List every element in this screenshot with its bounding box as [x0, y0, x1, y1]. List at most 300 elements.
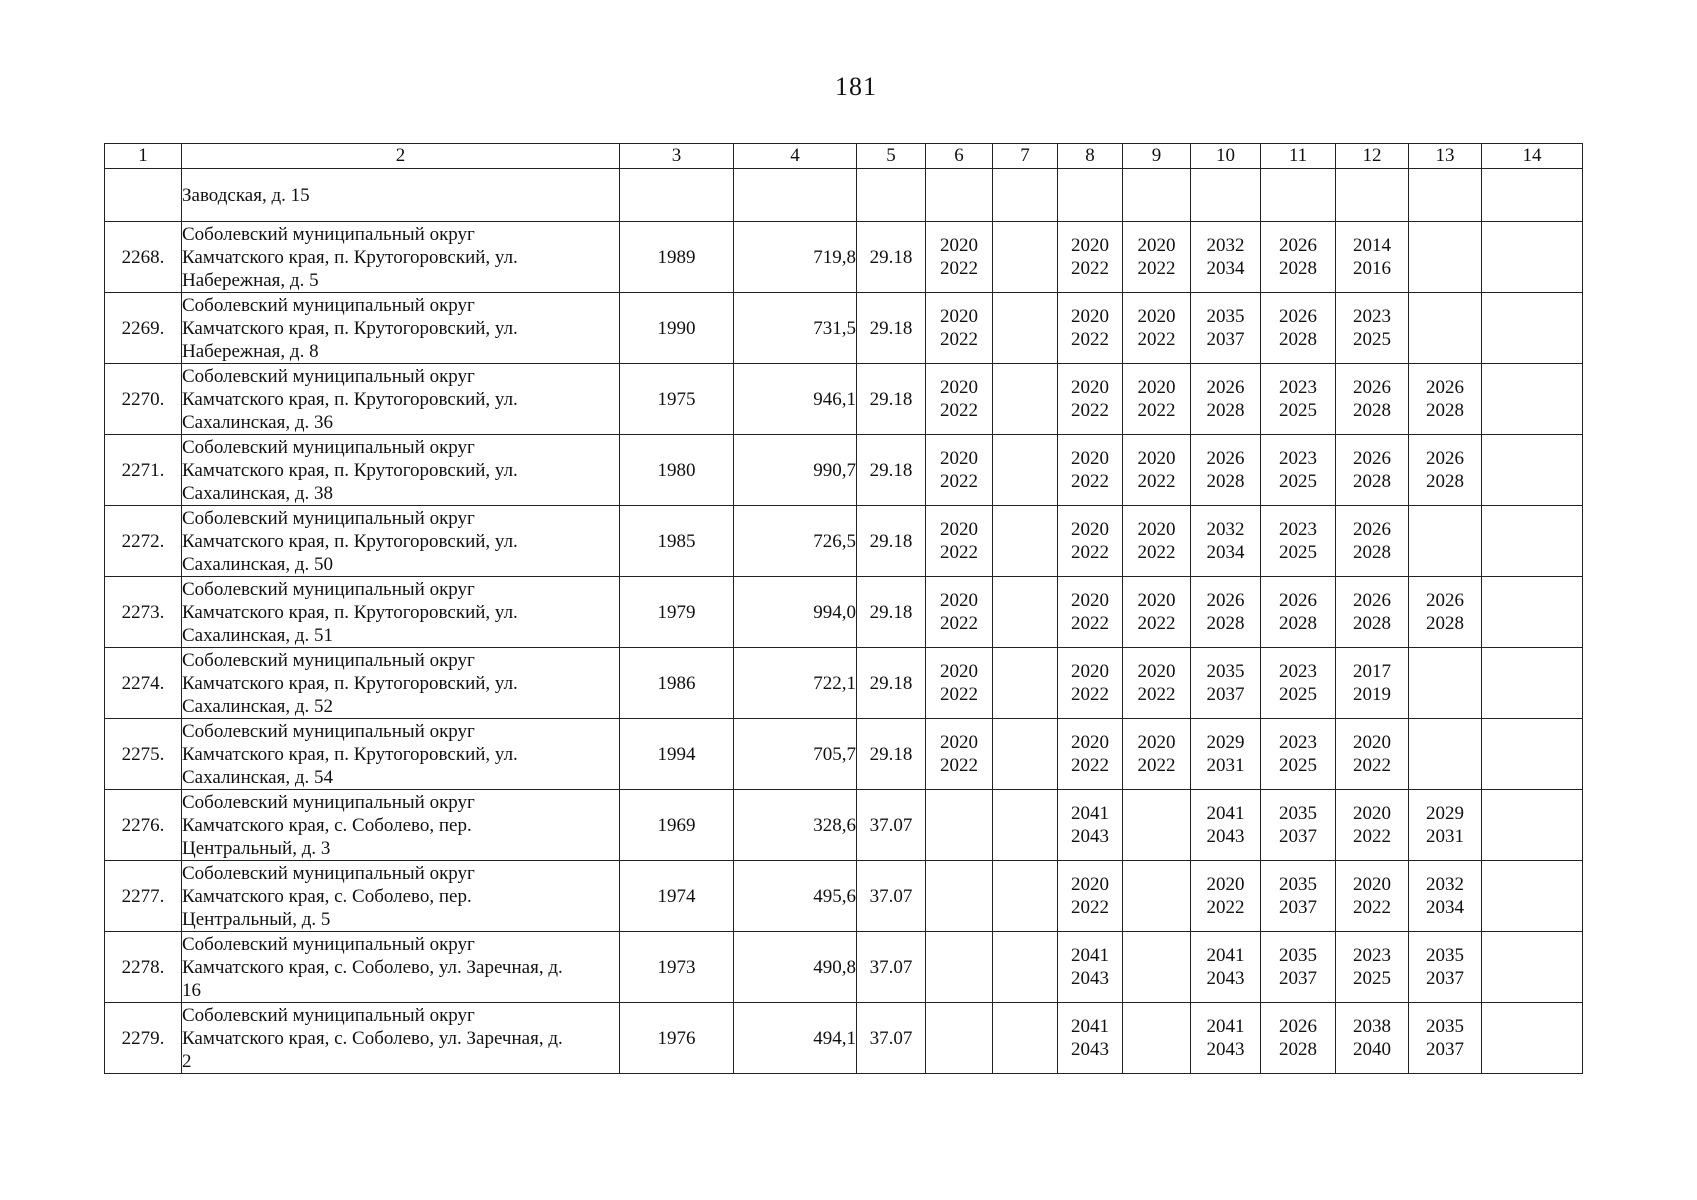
address-line: Соболевский муниципальный округ [182, 720, 475, 742]
period-cell-7 [993, 648, 1058, 719]
period-year: 2041 [1071, 945, 1109, 966]
period-year: 2028 [1279, 329, 1317, 350]
period-year: 2028 [1206, 613, 1245, 634]
address-line: Соболевский муниципальный округ [182, 507, 475, 529]
year-built-cell: 1990 [620, 293, 734, 364]
table-row [105, 932, 1583, 1003]
period-cell-10 [1191, 719, 1261, 790]
period-year: 2014 [1353, 235, 1391, 256]
period-cell-9 [1123, 1003, 1191, 1074]
column-header-9: 9 [1123, 144, 1191, 169]
period-cell-14 [1482, 1003, 1583, 1074]
address-cell [182, 790, 620, 861]
period-cell-8 [1058, 293, 1123, 364]
period-year: 2026 [1206, 448, 1245, 469]
period-cell-9 [1123, 364, 1191, 435]
period-cell-14 [1482, 435, 1583, 506]
period-year: 2022 [1071, 400, 1109, 421]
period-cell-12 [1336, 364, 1409, 435]
area-cell: 490,8 [734, 932, 857, 1003]
period-year: 2025 [1279, 471, 1317, 492]
period-year: 2031 [1206, 755, 1245, 776]
address-line: Соболевский муниципальный округ [182, 862, 475, 884]
period-year: 2025 [1279, 542, 1317, 563]
address-line: Сахалинская, д. 50 [182, 553, 333, 575]
period-year: 2022 [1071, 329, 1109, 350]
row-number-cell: 2278. [105, 932, 182, 1003]
row-number-cell: 2272. [105, 506, 182, 577]
period-year: 2037 [1426, 968, 1464, 989]
period-cell-13 [1409, 861, 1482, 932]
row-number-cell: 2275. [105, 719, 182, 790]
period-year: 2035 [1206, 306, 1245, 327]
period-year: 2032 [1206, 519, 1245, 540]
table-cell [1191, 169, 1261, 222]
period-cell-11 [1261, 293, 1336, 364]
area-cell: 722,1 [734, 648, 857, 719]
period-year: 2020 [1071, 377, 1109, 398]
period-year: 2028 [1426, 613, 1464, 634]
period-cell-10 [1191, 293, 1261, 364]
period-year: 2016 [1353, 258, 1391, 279]
row-number-cell: 2277. [105, 861, 182, 932]
period-year: 2043 [1206, 1039, 1245, 1060]
period-year: 2028 [1426, 471, 1464, 492]
code-cell: 37.07 [857, 1003, 926, 1074]
table-cell [1261, 169, 1336, 222]
period-year: 2020 [1071, 661, 1109, 682]
address-cell [182, 506, 620, 577]
address-line: Камчатского края, с. Соболево, ул. Заречная, д. [182, 1027, 563, 1049]
period-year: 2022 [940, 400, 978, 421]
period-year: 2020 [1353, 803, 1391, 824]
address-line: Камчатского края, п. Крутогоровский, ул. [182, 317, 518, 339]
period-year: 2043 [1206, 826, 1245, 847]
period-cell-12 [1336, 293, 1409, 364]
period-year: 2037 [1426, 1039, 1464, 1060]
period-cell-7 [993, 435, 1058, 506]
period-cell-9 [1123, 790, 1191, 861]
period-year: 2020 [1206, 874, 1245, 895]
period-year: 2020 [1353, 874, 1391, 895]
period-year: 2034 [1426, 897, 1464, 918]
row-number-cell: 2270. [105, 364, 182, 435]
table-cell [857, 169, 926, 222]
period-year: 2028 [1279, 613, 1317, 634]
code-cell: 29.18 [857, 577, 926, 648]
period-cell-6 [926, 435, 993, 506]
table-row [105, 364, 1583, 435]
period-cell-8 [1058, 435, 1123, 506]
period-year: 2020 [940, 661, 978, 682]
period-year: 2020 [1137, 590, 1176, 611]
row-number-cell: 2271. [105, 435, 182, 506]
period-year: 2022 [1071, 471, 1109, 492]
period-year: 2022 [940, 471, 978, 492]
table-row [105, 435, 1583, 506]
period-cell-7 [993, 364, 1058, 435]
period-year: 2037 [1206, 329, 1245, 350]
period-year: 2026 [1426, 377, 1464, 398]
year-built-cell: 1976 [620, 1003, 734, 1074]
period-year: 2022 [940, 613, 978, 634]
period-cell-12 [1336, 222, 1409, 293]
period-year: 2020 [940, 235, 978, 256]
period-cell-11 [1261, 435, 1336, 506]
period-year: 2028 [1353, 471, 1391, 492]
period-cell-13 [1409, 293, 1482, 364]
address-line: 2 [182, 1050, 192, 1072]
period-year: 2026 [1279, 235, 1317, 256]
address-line: Камчатского края, п. Крутогоровский, ул. [182, 601, 518, 623]
period-year: 2020 [1071, 235, 1109, 256]
address-cell [182, 293, 620, 364]
period-cell-13 [1409, 222, 1482, 293]
period-year: 2022 [1071, 897, 1109, 918]
year-built-cell: 1985 [620, 506, 734, 577]
period-year: 2022 [1137, 471, 1176, 492]
year-built-cell: 1969 [620, 790, 734, 861]
period-cell-12 [1336, 861, 1409, 932]
period-year: 2028 [1279, 1039, 1317, 1060]
period-year: 2028 [1353, 613, 1391, 634]
period-cell-10 [1191, 364, 1261, 435]
period-year: 2023 [1279, 732, 1317, 753]
period-cell-11 [1261, 364, 1336, 435]
period-year: 2022 [1071, 755, 1109, 776]
period-year: 2035 [1426, 1016, 1464, 1037]
period-cell-6 [926, 293, 993, 364]
period-cell-12 [1336, 719, 1409, 790]
period-cell-9 [1123, 932, 1191, 1003]
period-year: 2022 [1206, 897, 1245, 918]
column-header-7: 7 [993, 144, 1058, 169]
address-cell: Заводская, д. 15 [182, 169, 620, 222]
address-line: Сахалинская, д. 51 [182, 624, 333, 646]
column-header-8: 8 [1058, 144, 1123, 169]
period-cell-6 [926, 932, 993, 1003]
period-year: 2026 [1426, 590, 1464, 611]
period-cell-9 [1123, 719, 1191, 790]
column-header-5: 5 [857, 144, 926, 169]
period-cell-7 [993, 222, 1058, 293]
period-cell-10 [1191, 577, 1261, 648]
period-cell-10 [1191, 222, 1261, 293]
period-cell-8 [1058, 577, 1123, 648]
area-cell: 994,0 [734, 577, 857, 648]
period-cell-7 [993, 719, 1058, 790]
period-cell-13 [1409, 719, 1482, 790]
period-year: 2026 [1426, 448, 1464, 469]
period-year: 2020 [1137, 306, 1176, 327]
period-cell-8 [1058, 790, 1123, 861]
table-cell [1336, 169, 1409, 222]
period-cell-12 [1336, 932, 1409, 1003]
year-built-cell: 1979 [620, 577, 734, 648]
period-year: 2034 [1206, 258, 1245, 279]
period-cell-10 [1191, 648, 1261, 719]
period-cell-7 [993, 293, 1058, 364]
address-cell [182, 648, 620, 719]
table-cell [620, 169, 734, 222]
period-cell-6 [926, 861, 993, 932]
period-year: 2029 [1426, 803, 1464, 824]
period-cell-7 [993, 861, 1058, 932]
page-number: 181 [835, 72, 877, 101]
column-header-10: 10 [1191, 144, 1261, 169]
period-year: 2020 [1071, 306, 1109, 327]
period-cell-7 [993, 577, 1058, 648]
year-built-cell: 1989 [620, 222, 734, 293]
period-year: 2026 [1206, 377, 1245, 398]
period-year: 2034 [1206, 542, 1245, 563]
period-cell-6 [926, 648, 993, 719]
period-cell-9 [1123, 435, 1191, 506]
period-year: 2029 [1206, 732, 1245, 753]
period-year: 2022 [1137, 329, 1176, 350]
period-year: 2037 [1279, 897, 1317, 918]
period-year: 2037 [1279, 826, 1317, 847]
address-line: Камчатского края, п. Крутогоровский, ул. [182, 530, 518, 552]
period-cell-13 [1409, 364, 1482, 435]
period-year: 2022 [940, 542, 978, 563]
period-year: 2041 [1206, 945, 1245, 966]
period-cell-12 [1336, 790, 1409, 861]
period-cell-14 [1482, 577, 1583, 648]
area-cell: 494,1 [734, 1003, 857, 1074]
period-year: 2031 [1426, 826, 1464, 847]
code-cell: 29.18 [857, 222, 926, 293]
period-year: 2041 [1206, 1016, 1245, 1037]
period-year: 2020 [1137, 661, 1176, 682]
address-line: Соболевский муниципальный округ [182, 791, 475, 813]
period-cell-10 [1191, 790, 1261, 861]
period-cell-12 [1336, 435, 1409, 506]
period-cell-9 [1123, 861, 1191, 932]
period-cell-14 [1482, 932, 1583, 1003]
period-year: 2025 [1279, 400, 1317, 421]
address-line: Камчатского края, п. Крутогоровский, ул. [182, 246, 518, 268]
period-year: 2022 [1353, 897, 1391, 918]
column-header-3: 3 [620, 144, 734, 169]
period-year: 2026 [1206, 590, 1245, 611]
period-year: 2028 [1426, 400, 1464, 421]
table-row [105, 577, 1583, 648]
period-year: 2022 [1137, 258, 1176, 279]
period-cell-13 [1409, 648, 1482, 719]
period-year: 2020 [940, 377, 978, 398]
period-year: 2028 [1279, 258, 1317, 279]
column-header-2: 2 [182, 144, 620, 169]
period-year: 2025 [1353, 968, 1391, 989]
period-cell-9 [1123, 648, 1191, 719]
address-line: Центральный, д. 3 [182, 837, 331, 859]
period-year: 2020 [940, 448, 978, 469]
period-year: 2023 [1279, 448, 1317, 469]
period-year: 2023 [1279, 377, 1317, 398]
period-year: 2022 [1071, 258, 1109, 279]
address-cell [182, 1003, 620, 1074]
area-cell: 990,7 [734, 435, 857, 506]
period-cell-6 [926, 719, 993, 790]
period-year: 2017 [1353, 661, 1391, 682]
address-line: Соболевский муниципальный округ [182, 1004, 475, 1026]
address-line: Соболевский муниципальный округ [182, 436, 475, 458]
code-cell: 37.07 [857, 790, 926, 861]
period-year: 2035 [1279, 945, 1317, 966]
period-year: 2020 [940, 306, 978, 327]
period-cell-7 [993, 790, 1058, 861]
period-year: 2025 [1353, 329, 1391, 350]
period-year: 2022 [940, 755, 978, 776]
period-year: 2022 [1353, 826, 1391, 847]
period-cell-10 [1191, 435, 1261, 506]
address-line: Камчатского края, п. Крутогоровский, ул. [182, 388, 518, 410]
table-row [105, 861, 1583, 932]
period-year: 2023 [1279, 519, 1317, 540]
period-year: 2043 [1206, 968, 1245, 989]
period-year: 2020 [1137, 732, 1176, 753]
area-cell: 719,8 [734, 222, 857, 293]
period-year: 2037 [1206, 684, 1245, 705]
period-year: 2020 [1071, 448, 1109, 469]
period-year: 2028 [1206, 400, 1245, 421]
row-number-cell: 2269. [105, 293, 182, 364]
address-line: Соболевский муниципальный округ [182, 933, 475, 955]
address-cell [182, 861, 620, 932]
period-year: 2028 [1353, 400, 1391, 421]
period-year: 2026 [1353, 448, 1391, 469]
year-built-cell: 1986 [620, 648, 734, 719]
address-line: Камчатского края, п. Крутогоровский, ул. [182, 743, 518, 765]
period-year: 2020 [1071, 732, 1109, 753]
address-cell [182, 364, 620, 435]
period-year: 2020 [1071, 874, 1109, 895]
period-cell-6 [926, 222, 993, 293]
period-cell-11 [1261, 861, 1336, 932]
period-year: 2041 [1206, 803, 1245, 824]
period-cell-10 [1191, 1003, 1261, 1074]
registry-table [104, 143, 1583, 1074]
period-year: 2022 [1353, 755, 1391, 776]
period-cell-14 [1482, 719, 1583, 790]
code-cell: 37.07 [857, 861, 926, 932]
period-cell-8 [1058, 932, 1123, 1003]
table-cell [1409, 169, 1482, 222]
period-cell-11 [1261, 719, 1336, 790]
period-cell-14 [1482, 222, 1583, 293]
period-cell-14 [1482, 506, 1583, 577]
area-cell: 705,7 [734, 719, 857, 790]
code-cell: 29.18 [857, 648, 926, 719]
period-cell-8 [1058, 1003, 1123, 1074]
period-cell-11 [1261, 790, 1336, 861]
period-cell-7 [993, 932, 1058, 1003]
area-cell: 495,6 [734, 861, 857, 932]
period-year: 2022 [1137, 755, 1176, 776]
column-header-12: 12 [1336, 144, 1409, 169]
period-year: 2020 [1137, 519, 1176, 540]
period-cell-13 [1409, 790, 1482, 861]
column-header-14: 14 [1482, 144, 1583, 169]
period-cell-11 [1261, 932, 1336, 1003]
period-year: 2026 [1279, 1016, 1317, 1037]
header-row [105, 144, 1583, 169]
period-year: 2020 [1137, 235, 1176, 256]
period-year: 2026 [1353, 590, 1391, 611]
address-line: 16 [182, 979, 201, 1001]
period-cell-7 [993, 506, 1058, 577]
period-cell-9 [1123, 293, 1191, 364]
period-year: 2023 [1279, 661, 1317, 682]
period-year: 2032 [1206, 235, 1245, 256]
column-header-1: 1 [105, 144, 182, 169]
address-line: Набережная, д. 5 [182, 269, 319, 291]
address-cell [182, 222, 620, 293]
table-row [105, 648, 1583, 719]
period-cell-11 [1261, 506, 1336, 577]
period-year: 2020 [1137, 377, 1176, 398]
period-cell-10 [1191, 861, 1261, 932]
period-cell-13 [1409, 1003, 1482, 1074]
year-built-cell: 1975 [620, 364, 734, 435]
table-row [105, 222, 1583, 293]
period-cell-12 [1336, 506, 1409, 577]
period-year: 2020 [1071, 519, 1109, 540]
table-cell [734, 169, 857, 222]
period-year: 2022 [1071, 684, 1109, 705]
address-line: Сахалинская, д. 36 [182, 411, 333, 433]
address-line: Центральный, д. 5 [182, 908, 331, 930]
address-line: Камчатского края, с. Соболево, пер. [182, 885, 472, 907]
period-cell-13 [1409, 577, 1482, 648]
period-year: 2022 [1137, 400, 1176, 421]
period-year: 2023 [1353, 306, 1391, 327]
address-line: Сахалинская, д. 54 [182, 766, 333, 788]
period-cell-14 [1482, 790, 1583, 861]
table-row [105, 719, 1583, 790]
address-cell [182, 435, 620, 506]
period-year: 2026 [1353, 519, 1391, 540]
period-year: 2022 [1071, 613, 1109, 634]
year-built-cell: 1994 [620, 719, 734, 790]
row-number-cell: 2279. [105, 1003, 182, 1074]
period-year: 2035 [1426, 945, 1464, 966]
period-year: 2040 [1353, 1039, 1391, 1060]
period-year: 2020 [1137, 448, 1176, 469]
period-cell-9 [1123, 577, 1191, 648]
period-year: 2022 [940, 258, 978, 279]
table-row [105, 293, 1583, 364]
address-line: Набережная, д. 8 [182, 340, 319, 362]
period-year: 2032 [1426, 874, 1464, 895]
table-row [105, 790, 1583, 861]
code-cell: 29.18 [857, 506, 926, 577]
address-cell [182, 719, 620, 790]
row-number-cell: 2273. [105, 577, 182, 648]
row-number-cell: 2276. [105, 790, 182, 861]
table-cell [105, 169, 182, 222]
period-year: 2026 [1279, 590, 1317, 611]
address-line: Соболевский муниципальный округ [182, 365, 475, 387]
period-year: 2043 [1071, 1039, 1109, 1060]
period-cell-7 [993, 1003, 1058, 1074]
address-line: Камчатского края, с. Соболево, пер. [182, 814, 472, 836]
code-cell: 29.18 [857, 293, 926, 364]
address-line: Сахалинская, д. 52 [182, 695, 333, 717]
period-cell-8 [1058, 648, 1123, 719]
table-cell [1058, 169, 1123, 222]
